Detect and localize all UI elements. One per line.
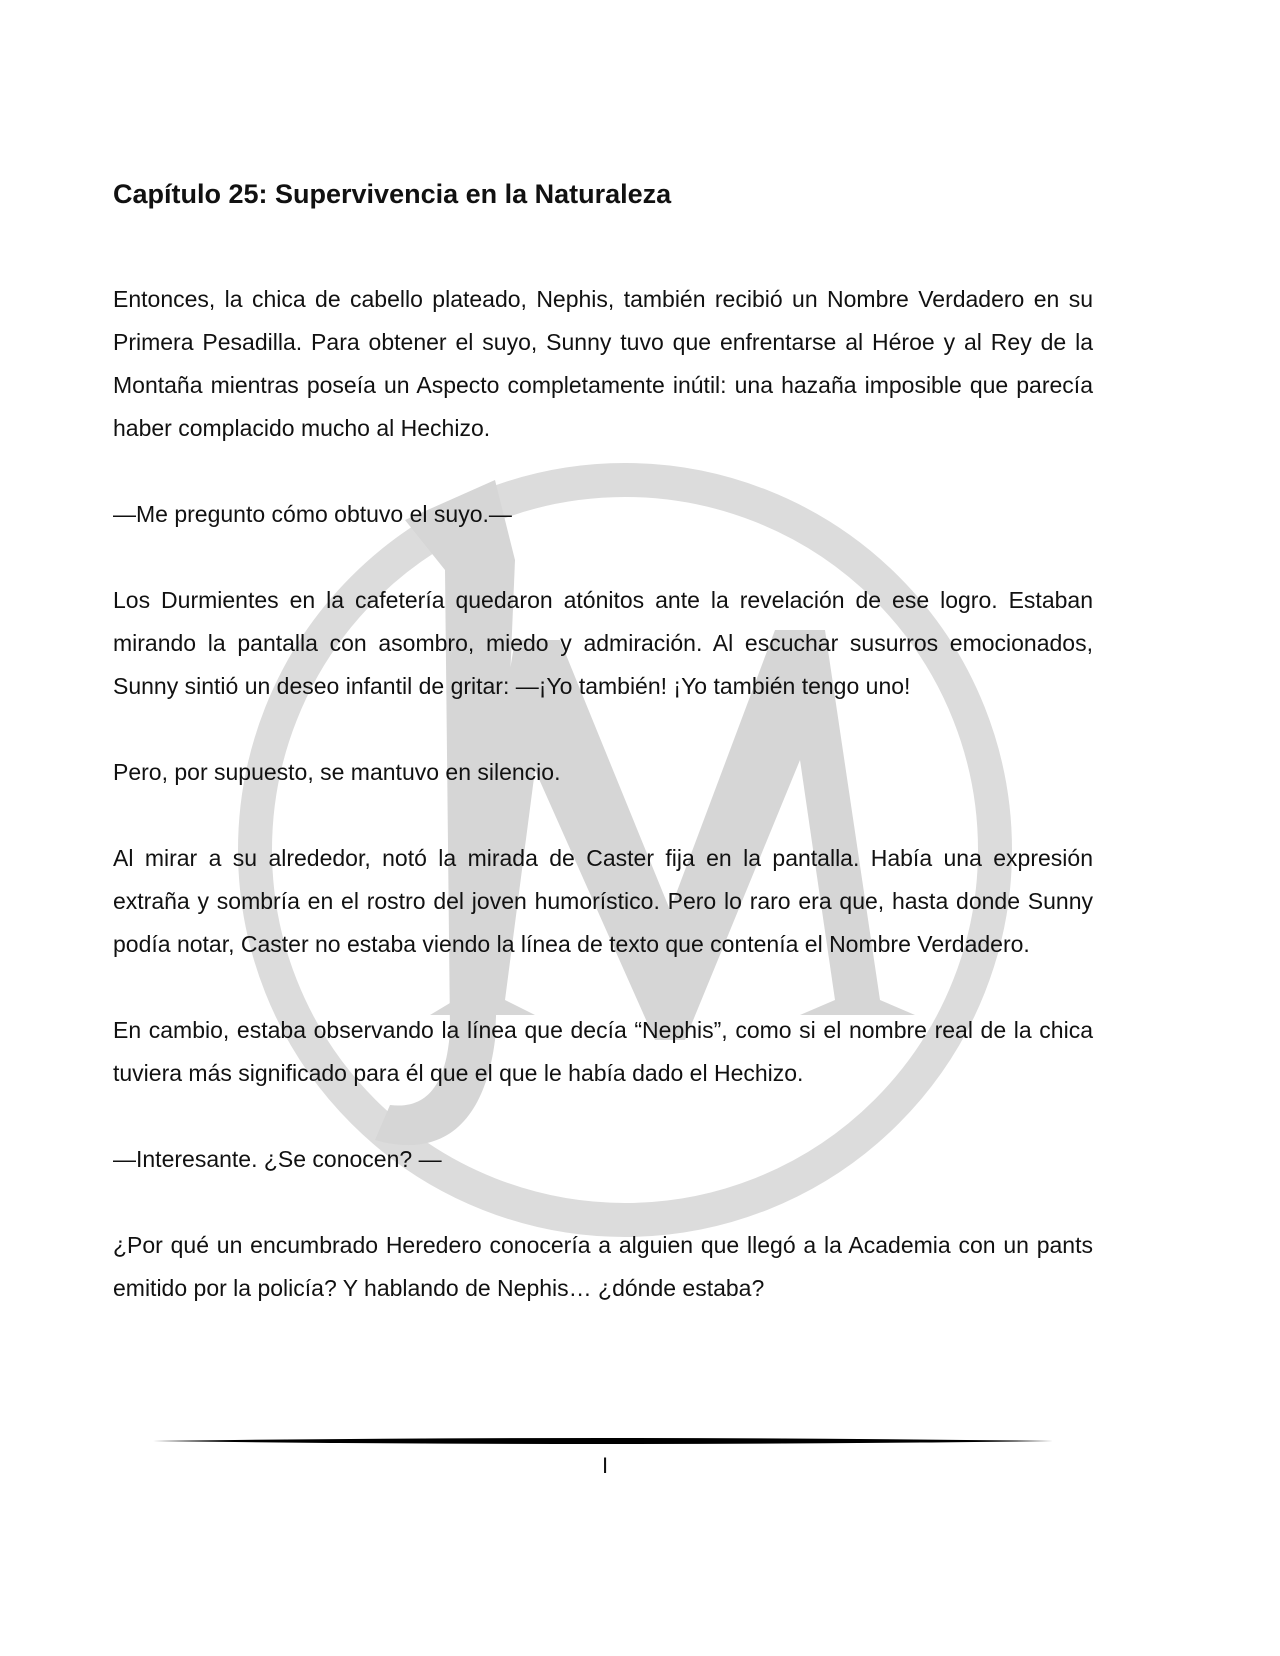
paragraph: Los Durmientes en la cafetería quedaron atónitos ante la revelación de ese logro. Estaban mirando la pantalla con asombro, miedo y admiración. Al escuchar susurros emocionados, Sunny sintió un deseo infantil de gritar: —¡Yo también! ¡Yo también tengo uno! xyxy=(113,587,1093,699)
paragraph: —Me pregunto cómo obtuvo el suyo.— xyxy=(113,501,512,527)
paragraph: Pero, por supuesto, se mantuvo en silencio. xyxy=(113,759,561,785)
paragraph: En cambio, estaba observando la línea que decía “Nephis”, como si el nombre real de la chica tuviera más significado para él que el que le había dado el Hechizo. xyxy=(113,1017,1093,1086)
chapter-title: Capítulo 25: Supervivencia en la Naturaleza xyxy=(113,179,672,209)
paragraph: Al mirar a su alrededor, notó la mirada de Caster fija en la pantalla. Había una expresión extraña y sombría en el rostro del joven humorístico. Pero lo raro era que, hasta donde Sunny podía notar, Caster no estaba viendo la línea de texto que contenía el Nombre Verdadero. xyxy=(113,845,1093,957)
footer-divider xyxy=(153,1436,1053,1446)
page-number: I xyxy=(601,1453,609,1478)
paragraph: Entonces, la chica de cabello plateado, Nephis, también recibió un Nombre Verdadero en su Primera Pesadilla. Para obtener el suyo, Sunny tuvo que enfrentarse al Héroe y al Rey de la Montaña mientras poseía un Aspecto completamente inútil: una hazaña imposible que parecía haber complacido mucho al Hechizo. xyxy=(113,286,1093,441)
paragraph: ¿Por qué un encumbrado Heredero conocería a alguien que llegó a la Academia con un pants emitido por la policía? Y hablando de Nephis… ¿dónde estaba? xyxy=(113,1232,1093,1301)
chapter-body xyxy=(113,278,1093,1353)
paragraph: —Interesante. ¿Se conocen? — xyxy=(113,1146,442,1172)
